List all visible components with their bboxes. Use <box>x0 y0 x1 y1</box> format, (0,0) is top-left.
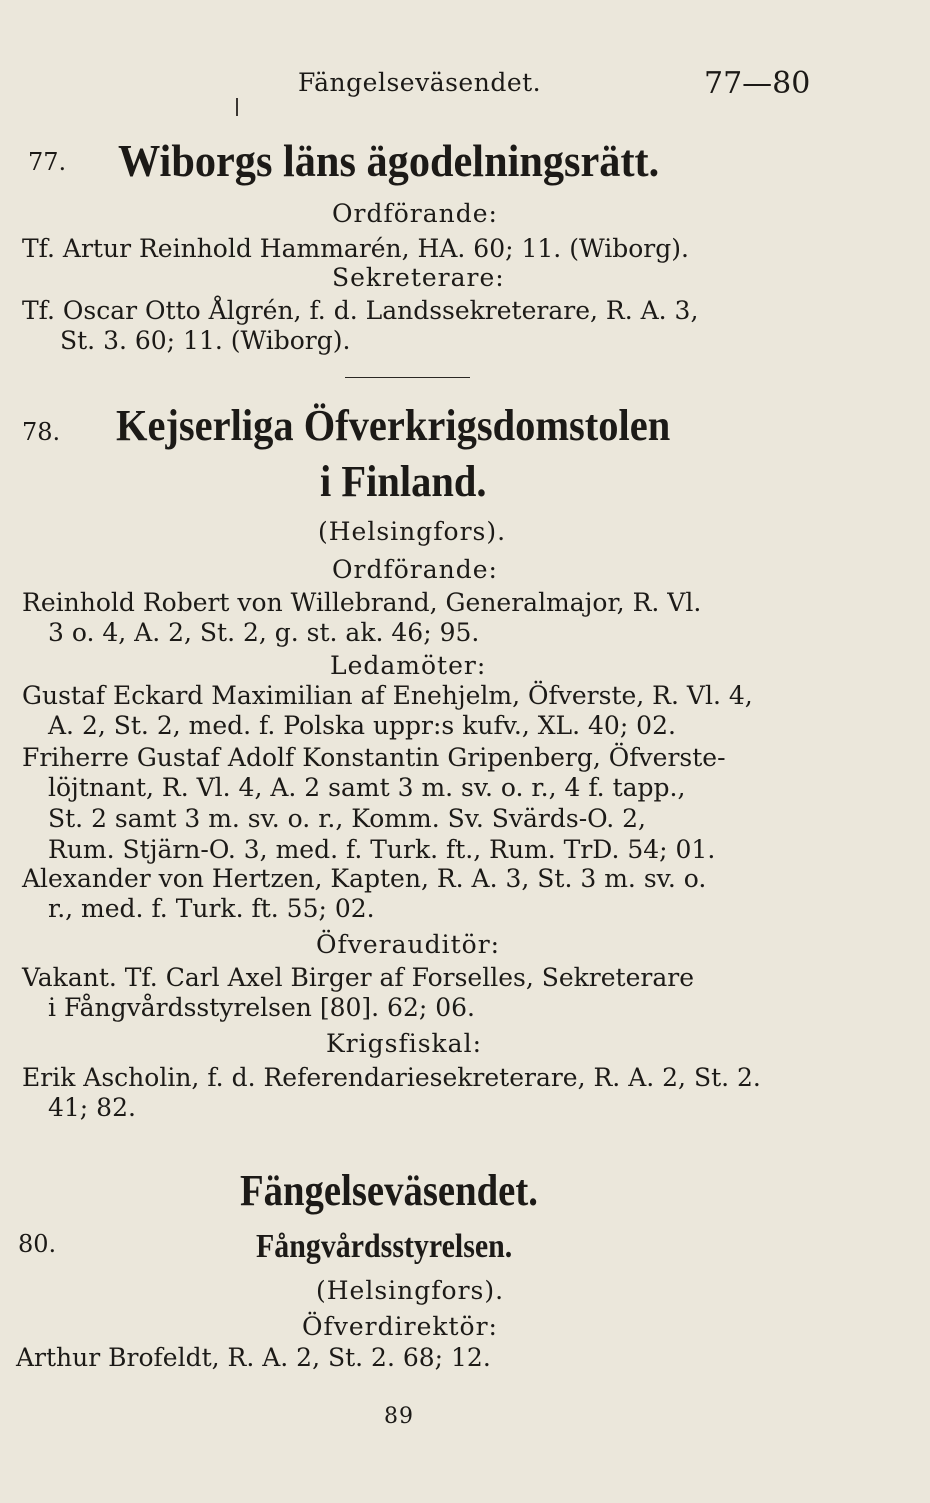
entry-line: Tf. Artur Reinhold Hammarén, HA. 60; 11. (Wiborg). <box>22 234 689 263</box>
entry-line: Erik Ascholin, f. d. Referendariesekreterare, R. A. 2, St. 2. <box>22 1063 761 1092</box>
entry-line: i Fångvårdsstyrelsen [80]. 62; 06. <box>48 993 475 1022</box>
section-title-77: Wiborgs läns ägodelningsrätt. <box>118 135 660 186</box>
running-header: Fängelseväsendet. <box>298 68 542 97</box>
member-line: A. 2, St. 2, med. f. Polska uppr:s kufv., XL. 40; 02. <box>48 711 676 740</box>
location: (Helsingfors). <box>318 517 507 546</box>
section-divider <box>345 377 470 378</box>
member-line: Friherre Gustaf Adolf Konstantin Gripenberg, Öfverste- <box>22 743 726 772</box>
section-number-80: 80. <box>18 1230 57 1258</box>
margin-tick <box>236 98 238 116</box>
entry-line: 3 o. 4, A. 2, St. 2, g. st. ak. 46; 95. <box>48 618 480 647</box>
section-title-80: Fångvårdsstyrelsen. <box>256 1228 513 1265</box>
entry-line: Arthur Brofeldt, R. A. 2, St. 2. 68; 12. <box>16 1343 491 1372</box>
role-label: Ordförande: <box>332 199 498 228</box>
role-label: Ordförande: <box>332 555 498 584</box>
entry-line: St. 3. 60; 11. (Wiborg). <box>60 326 351 355</box>
role-label: Öfverdirektör: <box>302 1312 498 1341</box>
member-line: Alexander von Hertzen, Kapten, R. A. 3, St. 3 m. sv. o. <box>22 864 707 893</box>
member-line: r., med. f. Turk. ft. 55; 02. <box>48 894 375 923</box>
page-range: 77—80 <box>704 66 811 101</box>
role-label: Sekreterare: <box>332 263 505 292</box>
section-number-77: 77. <box>28 148 67 176</box>
entry-line: Tf. Oscar Otto Ålgrén, f. d. Landssekreterare, R. A. 3, <box>22 296 699 325</box>
section-number-78: 78. <box>22 418 61 446</box>
role-label: Öfverauditör: <box>316 930 501 959</box>
section-title-78-line2: i Finland. <box>320 457 487 506</box>
location: (Helsingfors). <box>316 1276 505 1305</box>
entry-line: Vakant. Tf. Carl Axel Birger af Forselles, Sekreterare <box>22 963 694 992</box>
chapter-heading: Fängelseväsendet. <box>240 1166 538 1215</box>
entry-line: Reinhold Robert von Willebrand, Generalmajor, R. Vl. <box>22 588 702 617</box>
member-line: Gustaf Eckard Maximilian af Enehjelm, Öfverste, R. Vl. 4, <box>22 681 753 710</box>
entry-line: 41; 82. <box>48 1093 136 1122</box>
section-title-78: Kejserliga Öfverkrigsdomstolen <box>116 401 671 450</box>
member-line: St. 2 samt 3 m. sv. o. r., Komm. Sv. Svärds-O. 2, <box>48 804 646 833</box>
role-label: Krigsfiskal: <box>326 1029 483 1058</box>
page-number: 89 <box>384 1404 414 1429</box>
member-line: löjtnant, R. Vl. 4, A. 2 samt 3 m. sv. o. r., 4 f. tapp., <box>48 773 686 802</box>
member-line: Rum. Stjärn-O. 3, med. f. Turk. ft., Rum. TrD. 54; 01. <box>48 835 716 864</box>
role-label: Ledamöter: <box>330 651 487 680</box>
